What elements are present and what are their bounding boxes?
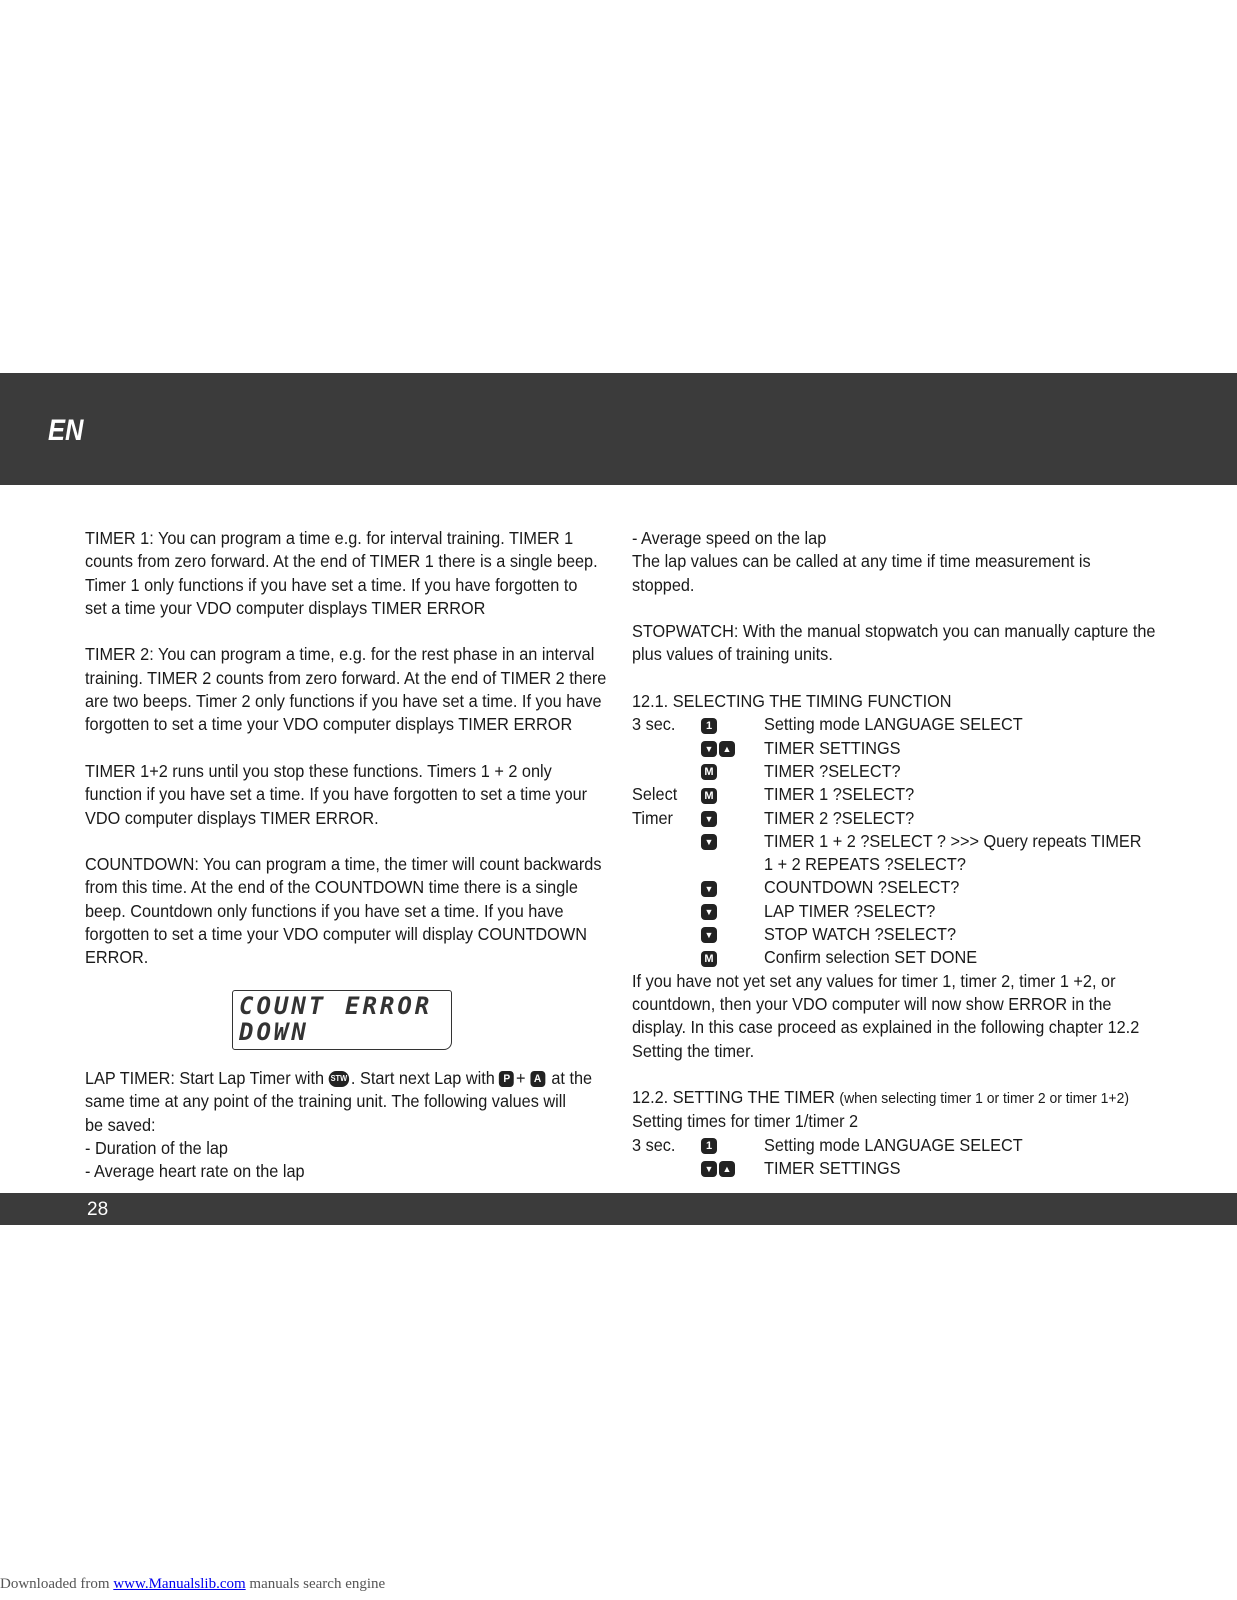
- download-note: Downloaded from www.Manualslib.com manuals search engine: [0, 1576, 386, 1592]
- step-row: Select M TIMER 1 ?SELECT?: [632, 784, 915, 805]
- countdown-paragraph: COUNTDOWN: You can program a time, the timer will count backwards from this time. At the end of the COUNTDOWN time there is a single beep. Countdown only functions if you have set a time. If you have forgotten to set a time your VDO computer will display COUNTDOWN ERROR.: [85, 854, 602, 968]
- lcd-display: [232, 990, 452, 1050]
- m-key-icon: M: [701, 788, 717, 804]
- language-label: EN: [48, 414, 84, 447]
- down-arrow-key-icon: [701, 834, 717, 850]
- down-arrow-key-icon: [701, 741, 717, 757]
- timer2-paragraph: TIMER 2: You can program a time, e.g. for the rest phase in an interval training. TIMER 2 counts from zero forward. At the end of TIMER 2 there are two beeps. Timer 2 only functions if you have set a time. If you have forgotten to set a time your VDO computer displays TIMER ERROR: [85, 644, 607, 735]
- key-1-icon: 1: [701, 1138, 717, 1154]
- header-band: [0, 373, 1237, 485]
- section-12-2-subheading: Setting times for timer 1/timer 2: [632, 1111, 859, 1132]
- step-row: M Confirm selection SET DONE: [632, 946, 1172, 969]
- manualslib-link[interactable]: www.Manualslib.com: [113, 1576, 246, 1592]
- lcd-count: COUNT: [239, 992, 327, 1020]
- footer-band: [0, 1193, 1237, 1225]
- left-column: [85, 527, 605, 993]
- step-row: 1 + 2 REPEATS ?SELECT?: [764, 854, 966, 875]
- step-row: ▼▲ TIMER SETTINGS: [632, 737, 1172, 760]
- stw-key-icon: STW: [329, 1071, 349, 1087]
- timer1-paragraph: TIMER 1: You can program a time e.g. for interval training. TIMER 1 counts from zero forward. At the end of TIMER 1 there is a single beep. Timer 1 only functions if you have set a time. If you have forgotten to set a time your VDO computer displays TIMER ERROR: [85, 528, 598, 618]
- section-12-2-heading: 12.2. SETTING THE TIMER (when selecting timer 1 or timer 2 or timer 1+2): [632, 1087, 1129, 1108]
- step-row: ▼ LAP TIMER ?SELECT?: [632, 900, 1172, 923]
- step-row: 3 sec. 1 Setting mode LANGUAGE SELECT: [632, 1134, 1023, 1155]
- section-12-2: [632, 1086, 1172, 1180]
- down-arrow-key-icon: [701, 927, 717, 943]
- step-row: ▼▲ TIMER SETTINGS: [632, 1157, 1172, 1180]
- step-row: 3 sec. 1 Setting mode LANGUAGE SELECT: [632, 714, 1023, 735]
- stopwatch-paragraph: STOPWATCH: With the manual stopwatch you can manually capture the plus values of training units.: [632, 621, 1156, 665]
- step-row: ▼ COUNTDOWN ?SELECT?: [632, 876, 1172, 899]
- m-key-icon: M: [701, 951, 717, 967]
- steps-12-2: [632, 1134, 1172, 1181]
- down-arrow-key-icon: [701, 881, 717, 897]
- section-12-1-heading: 12.1. SELECTING THE TIMING FUNCTION: [632, 691, 952, 712]
- m-key-icon: M: [701, 764, 717, 780]
- step-row: ▼ STOP WATCH ?SELECT?: [632, 923, 1172, 946]
- lap-timer-paragraph: LAP TIMER: Start Lap Timer with STW . Start next Lap with P + A at the same time at any point of the training unit. The following values will be saved: - Duration of the lap - Average heart rate on the lap: [85, 1068, 593, 1182]
- key-1-icon: 1: [701, 718, 717, 734]
- down-arrow-key-icon: [701, 904, 717, 920]
- steps-12-1: [632, 713, 1172, 969]
- step-row: M TIMER ?SELECT?: [632, 760, 1172, 783]
- page-number: 28: [87, 1199, 109, 1220]
- up-arrow-key-icon: [719, 1161, 735, 1177]
- down-arrow-key-icon: [701, 811, 717, 827]
- section-12-1: [632, 690, 1172, 1063]
- timer12-paragraph: TIMER 1+2 runs until you stop these functions. Timers 1 + 2 only function if you have set a time. If you have forgotten to set a time your VDO computer displays TIMER ERROR.: [85, 760, 588, 828]
- step-row: ▼ TIMER 1 + 2 ?SELECT ? >>> Query repeats TIMER: [632, 830, 1172, 853]
- a-key-icon: A: [530, 1071, 545, 1087]
- lcd-down: DOWN: [239, 1018, 309, 1046]
- lcd-error: ERROR: [345, 992, 433, 1020]
- intro-paragraph: - Average speed on the lap The lap values can be called at any time if time measurement is stopped.: [632, 528, 1091, 595]
- section-12-1-after: If you have not yet set any values for timer 1, timer 2, timer 1 +2, or countdown, then your VDO computer will now show ERROR in the display. In this case proceed as explained in the following chapter 12.2 Setting the timer.: [632, 970, 1140, 1061]
- down-arrow-key-icon: [701, 1161, 717, 1177]
- p-key-icon: P: [499, 1071, 514, 1087]
- up-arrow-key-icon: [719, 741, 735, 757]
- step-row: Timer ▼ TIMER 2 ?SELECT?: [632, 807, 1172, 830]
- right-column: [632, 527, 1172, 1180]
